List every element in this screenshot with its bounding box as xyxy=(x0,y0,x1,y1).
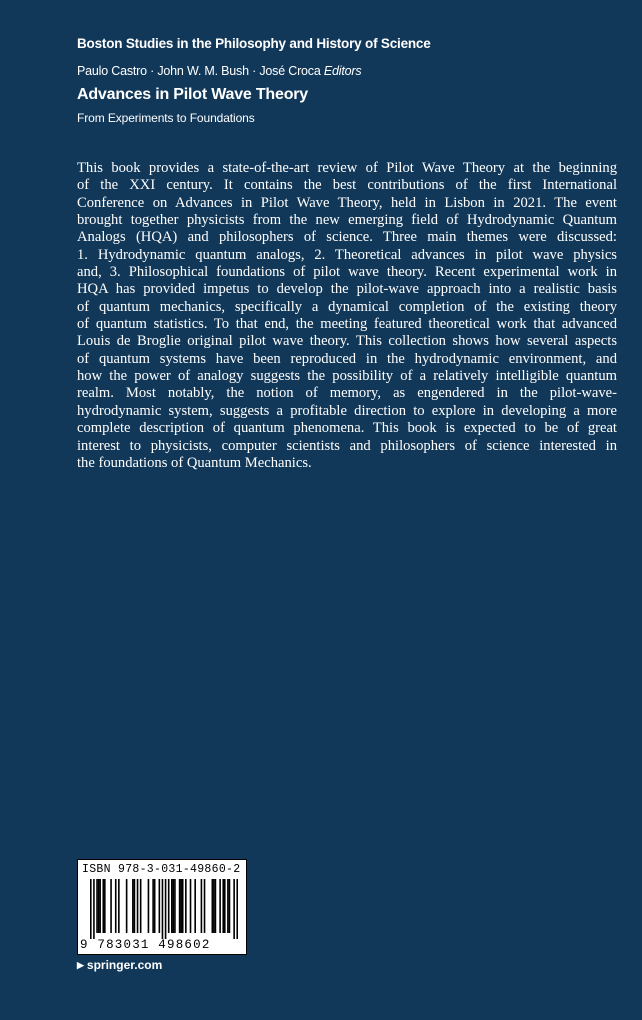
barcode-bar xyxy=(152,879,154,933)
barcode-bar xyxy=(224,879,226,933)
barcode-bar xyxy=(96,879,98,933)
barcode-bar xyxy=(99,879,101,933)
barcode-bar xyxy=(93,879,95,939)
book-description xyxy=(77,160,617,472)
barcode-bar xyxy=(98,879,100,933)
description-line: Conference on Advances in Pilot Wave Theory, held in Lisbon in 2021. The event xyxy=(77,194,617,211)
description-line: interest to physicists, computer scientists and philosophers of science interested in xyxy=(77,437,617,454)
barcode-bar xyxy=(137,879,139,933)
barcode-bar xyxy=(148,879,150,933)
barcode-bar xyxy=(227,879,229,933)
editors-line xyxy=(77,64,361,78)
description-line: and, 3. Philosophical foundations of pilot wave theory. Recent experimental work in xyxy=(77,264,617,281)
barcode-bar xyxy=(233,879,235,939)
description-line: of quantum mechanics, specifically a dynamical completion of the existing theory xyxy=(77,298,617,315)
description-line: hydrodynamic system, suggests a profitable direction to explore in developing a more xyxy=(77,402,617,419)
barcode-bar xyxy=(102,879,104,933)
barcode-bar xyxy=(174,879,176,933)
barcode-digits: 9 783031 498602 xyxy=(80,938,211,952)
barcode-bar xyxy=(115,879,117,933)
description-line: Analogs (HQA) and philosophers of science. Three main themes were discussed: xyxy=(77,229,617,246)
barcode-bar xyxy=(162,879,164,939)
editors-role: Editors xyxy=(323,64,362,78)
description-line: complete description of quantum phenomena. This book is expected to be of great xyxy=(77,420,617,437)
series-title: Boston Studies in the Philosophy and History of Science xyxy=(77,36,431,51)
barcode-bar xyxy=(215,879,217,933)
barcode-bar xyxy=(165,879,167,939)
description-line: of quantum statistics. To that end, the meeting featured theoretical work that advanced xyxy=(77,316,617,333)
barcode-bar xyxy=(134,879,136,933)
barcode-bar xyxy=(212,879,214,933)
triangle-right-icon: ▶ xyxy=(77,959,84,970)
barcode-bar xyxy=(173,879,175,933)
description-line: brought together physicists from the new emerging field of Hydrodynamic Quantum xyxy=(77,212,617,229)
barcode-bar xyxy=(185,879,187,933)
description-line: Louis de Broglie original pilot wave theory. This collection shows how several aspects xyxy=(77,333,617,350)
barcode-bar xyxy=(204,879,206,933)
barcode-bar xyxy=(110,879,112,933)
isbn-barcode xyxy=(77,859,247,955)
barcode-bar xyxy=(179,879,181,933)
barcode-bar xyxy=(213,879,215,933)
description-line: HQA has provided impetus to develop the pilot-wave approach into a realistic basis xyxy=(77,281,617,298)
barcode-bar xyxy=(159,879,161,933)
barcode-bar xyxy=(118,879,120,933)
description-line: how the power of analogy suggests the possibility of a relatively intelligible quantum xyxy=(77,368,617,385)
barcode-bar xyxy=(132,879,134,933)
isbn-label: ISBN 978-3-031-49860-2 xyxy=(82,863,241,876)
barcode-bar xyxy=(222,879,224,933)
barcode-bar xyxy=(171,879,173,933)
barcode-bars xyxy=(90,879,238,939)
description-line: 1. Hydrodynamic quantum analogs, 2. Theoretical advances in pilot wave physics xyxy=(77,246,617,263)
barcode-bar xyxy=(194,879,196,933)
description-line: realm. Most notably, the notion of memory, as engendered in the pilot-wave- xyxy=(77,385,617,402)
barcode-bar xyxy=(201,879,203,933)
description-line: of quantum systems have been reproduced in the hydrodynamic environment, and xyxy=(77,350,617,367)
description-line: of the XXI century. It contains the best contributions of the first International xyxy=(77,177,617,194)
book-subtitle: From Experiments to Foundations xyxy=(77,111,255,125)
barcode-bar xyxy=(180,879,182,933)
book-title: Advances in Pilot Wave Theory xyxy=(77,86,309,103)
barcode-bar xyxy=(236,879,238,939)
publisher-link-text: springer.com xyxy=(86,958,163,972)
barcode-bar xyxy=(182,879,184,933)
publisher-link[interactable] xyxy=(77,958,162,972)
description-line: This book provides a state-of-the-art review of Pilot Wave Theory at the beginning xyxy=(77,160,617,176)
description-line: the foundations of Quantum Mechanics. xyxy=(77,454,312,471)
barcode-bar xyxy=(126,879,128,933)
barcode-bar xyxy=(190,879,192,933)
barcode-bar xyxy=(104,879,106,933)
barcode-bar xyxy=(140,879,142,933)
editor-names: Paulo Castro · John W. M. Bush · José Croca xyxy=(77,64,321,78)
barcode-bar xyxy=(219,879,221,933)
barcode-bar xyxy=(154,879,156,933)
barcode-bar xyxy=(90,879,92,939)
barcode-bar xyxy=(168,879,170,933)
barcode-bar xyxy=(229,879,231,933)
